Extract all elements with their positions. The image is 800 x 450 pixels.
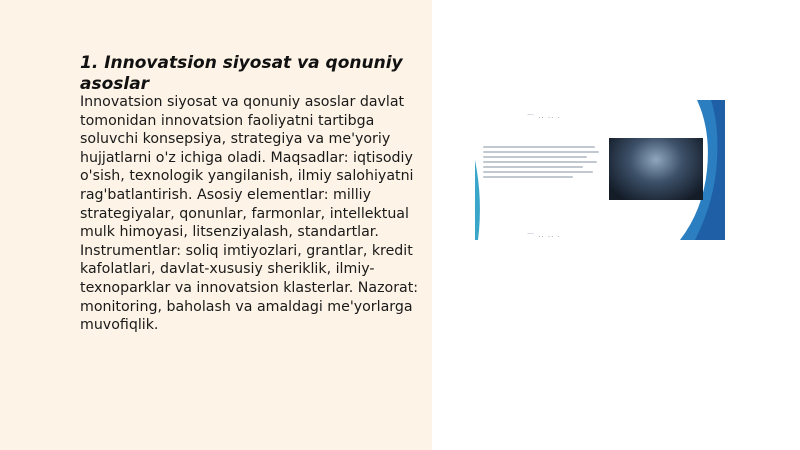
thumb-photo [609,138,703,200]
thumb-logo-bottom: ⌒ ·· ·· · [527,233,561,240]
thumb-text-line [483,161,597,163]
slide-body-text: Innovatsion siyosat va qonuniy asoslar davlat tomonidan innovatsion faoliyatni tartibga soluvchi konsepsiya, strategiya va me'yoriy hujjatlarni o'z ichiga oladi. Maqsadlar: iqtisodiy o'sish, texnologik yangilanish, ilmiy salohiyatni rag'batlantirish. Asosiy elementlar: milliy strategiyalar, qonunlar, farmonlar, intellektual mulk himoyasi, litsenziyalash, standartlar. Instrumentlar: soliq imtiyozlari, grantlar, kredit kafolatlari, davlat-xususiy sheriklik, ilmiy-texnoparklar va innovatsion klasterlar. Nazorat: monitoring, baholash va amaldagi me'yorlarga muvofiqlik. [80,94,419,334]
thumb-left-wave [475,160,480,240]
thumb-text-line [483,176,573,178]
thumb-text-line [483,171,593,173]
thumb-text-line [483,166,583,168]
thumb-logo-top: ⌒ ·· ·· · [527,114,561,122]
slide-title: 1. Innovatsion siyosat va qonuniy asoslar [80,53,403,94]
thumb-text-line [483,146,595,148]
thumb-text-line [483,156,587,158]
slide-thumbnail-image [475,100,725,240]
thumb-text-line [483,151,599,153]
thumb-text-lines [483,146,601,178]
